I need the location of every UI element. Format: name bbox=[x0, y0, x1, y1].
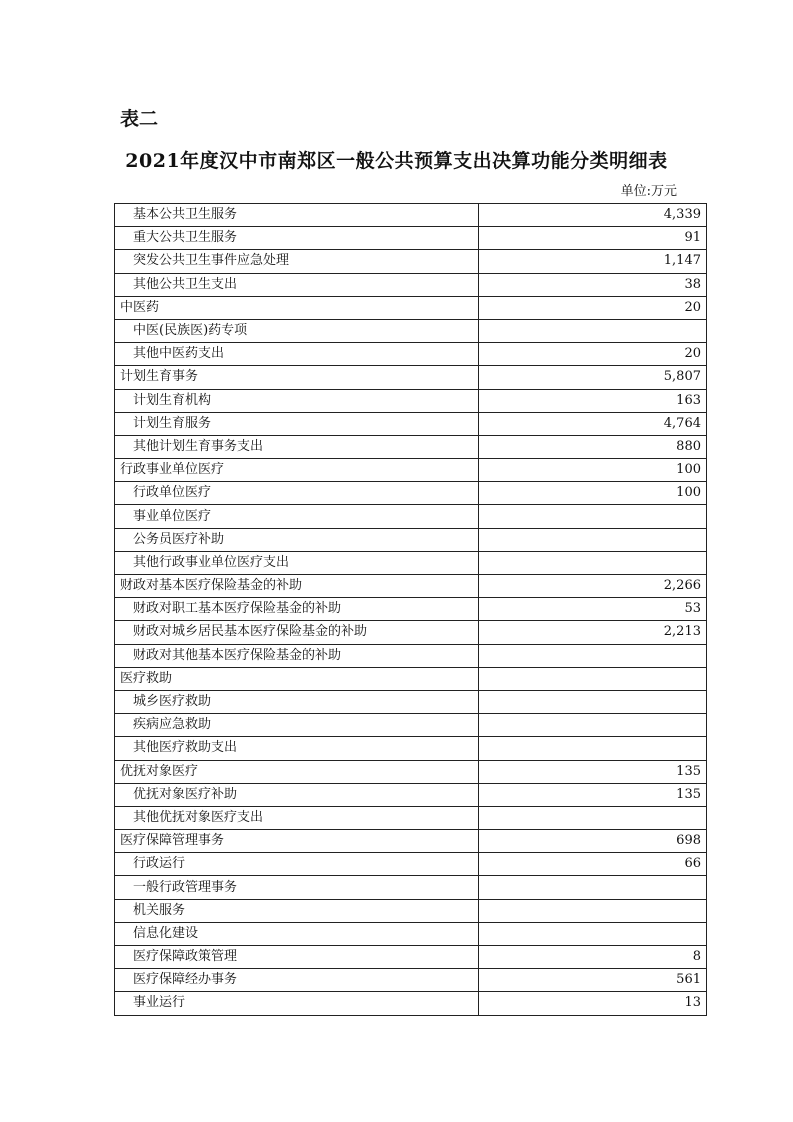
table-row bbox=[115, 899, 707, 922]
table-row bbox=[115, 435, 707, 458]
item-name-cell: 计划生育事务 bbox=[115, 366, 479, 389]
item-amount-cell bbox=[479, 922, 707, 945]
item-amount-cell: 2,266 bbox=[479, 575, 707, 598]
unit-label: 单位:万元 bbox=[620, 184, 677, 199]
table-row bbox=[115, 969, 707, 992]
item-amount-cell: 880 bbox=[479, 435, 707, 458]
table-row bbox=[115, 876, 707, 899]
item-name-cell: 机关服务 bbox=[115, 899, 479, 922]
table-row bbox=[115, 853, 707, 876]
item-amount-cell: 66 bbox=[479, 853, 707, 876]
item-amount-cell bbox=[479, 737, 707, 760]
item-amount-cell: 53 bbox=[479, 598, 707, 621]
item-amount-cell bbox=[479, 690, 707, 713]
table-row bbox=[115, 505, 707, 528]
table-row bbox=[115, 273, 707, 296]
item-amount-cell bbox=[479, 528, 707, 551]
item-amount-cell bbox=[479, 505, 707, 528]
expenditure-table bbox=[114, 203, 707, 1016]
item-amount-cell bbox=[479, 644, 707, 667]
table-row bbox=[115, 551, 707, 574]
item-amount-cell: 100 bbox=[479, 482, 707, 505]
table-row bbox=[115, 760, 707, 783]
item-amount-cell: 2,213 bbox=[479, 621, 707, 644]
item-name-cell: 中医(民族医)药专项 bbox=[115, 319, 479, 342]
item-amount-cell bbox=[479, 899, 707, 922]
table-row bbox=[115, 204, 707, 227]
item-name-cell: 一般行政管理事务 bbox=[115, 876, 479, 899]
item-amount-cell: 100 bbox=[479, 459, 707, 482]
table-row bbox=[115, 389, 707, 412]
table-row bbox=[115, 737, 707, 760]
table-row bbox=[115, 644, 707, 667]
item-name-cell: 财政对城乡居民基本医疗保险基金的补助 bbox=[115, 621, 479, 644]
item-name-cell: 城乡医疗救助 bbox=[115, 690, 479, 713]
item-amount-cell: 4,764 bbox=[479, 412, 707, 435]
table-row bbox=[115, 922, 707, 945]
item-name-cell: 疾病应急救助 bbox=[115, 714, 479, 737]
item-name-cell: 行政运行 bbox=[115, 853, 479, 876]
table-row bbox=[115, 667, 707, 690]
item-name-cell: 医疗保障经办事务 bbox=[115, 969, 479, 992]
table-row bbox=[115, 459, 707, 482]
item-name-cell: 公务员医疗补助 bbox=[115, 528, 479, 551]
item-name-cell: 信息化建设 bbox=[115, 922, 479, 945]
item-name-cell: 财政对职工基本医疗保险基金的补助 bbox=[115, 598, 479, 621]
table-row bbox=[115, 319, 707, 342]
item-amount-cell: 698 bbox=[479, 830, 707, 853]
item-name-cell: 突发公共卫生事件应急处理 bbox=[115, 250, 479, 273]
item-name-cell: 医疗救助 bbox=[115, 667, 479, 690]
item-amount-cell: 5,807 bbox=[479, 366, 707, 389]
item-amount-cell bbox=[479, 319, 707, 342]
item-name-cell: 其他计划生育事务支出 bbox=[115, 435, 479, 458]
item-name-cell: 其他中医药支出 bbox=[115, 343, 479, 366]
table-row bbox=[115, 806, 707, 829]
table-row bbox=[115, 598, 707, 621]
item-amount-cell: 38 bbox=[479, 273, 707, 296]
item-name-cell: 中医药 bbox=[115, 296, 479, 319]
table-label: 表二 bbox=[120, 108, 159, 130]
table-row bbox=[115, 250, 707, 273]
item-amount-cell: 4,339 bbox=[479, 204, 707, 227]
table-row bbox=[115, 528, 707, 551]
item-amount-cell bbox=[479, 876, 707, 899]
item-name-cell: 财政对其他基本医疗保险基金的补助 bbox=[115, 644, 479, 667]
table-row bbox=[115, 621, 707, 644]
table-row bbox=[115, 690, 707, 713]
table-row bbox=[115, 714, 707, 737]
item-amount-cell: 20 bbox=[479, 343, 707, 366]
table-row bbox=[115, 366, 707, 389]
table-row bbox=[115, 296, 707, 319]
item-amount-cell: 1,147 bbox=[479, 250, 707, 273]
item-amount-cell bbox=[479, 667, 707, 690]
item-amount-cell: 20 bbox=[479, 296, 707, 319]
item-name-cell: 财政对基本医疗保险基金的补助 bbox=[115, 575, 479, 598]
table-row bbox=[115, 575, 707, 598]
table-row bbox=[115, 343, 707, 366]
item-name-cell: 重大公共卫生服务 bbox=[115, 227, 479, 250]
item-amount-cell: 13 bbox=[479, 992, 707, 1015]
item-name-cell: 行政单位医疗 bbox=[115, 482, 479, 505]
item-name-cell: 医疗保障管理事务 bbox=[115, 830, 479, 853]
table-row bbox=[115, 992, 707, 1015]
document-title: 2021年度汉中市南郑区一般公共预算支出决算功能分类明细表 bbox=[125, 150, 668, 172]
item-amount-cell: 91 bbox=[479, 227, 707, 250]
item-name-cell: 事业运行 bbox=[115, 992, 479, 1015]
table-row bbox=[115, 830, 707, 853]
item-name-cell: 计划生育服务 bbox=[115, 412, 479, 435]
item-amount-cell: 135 bbox=[479, 760, 707, 783]
item-amount-cell: 163 bbox=[479, 389, 707, 412]
item-name-cell: 其他行政事业单位医疗支出 bbox=[115, 551, 479, 574]
item-name-cell: 优抚对象医疗 bbox=[115, 760, 479, 783]
item-name-cell: 其他医疗救助支出 bbox=[115, 737, 479, 760]
table-row bbox=[115, 227, 707, 250]
table-row bbox=[115, 946, 707, 969]
item-name-cell: 行政事业单位医疗 bbox=[115, 459, 479, 482]
item-name-cell: 医疗保障政策管理 bbox=[115, 946, 479, 969]
item-name-cell: 其他公共卫生支出 bbox=[115, 273, 479, 296]
item-amount-cell: 561 bbox=[479, 969, 707, 992]
item-name-cell: 事业单位医疗 bbox=[115, 505, 479, 528]
item-amount-cell: 8 bbox=[479, 946, 707, 969]
table-row bbox=[115, 412, 707, 435]
table-row bbox=[115, 783, 707, 806]
item-name-cell: 基本公共卫生服务 bbox=[115, 204, 479, 227]
item-amount-cell bbox=[479, 714, 707, 737]
item-name-cell: 计划生育机构 bbox=[115, 389, 479, 412]
expenditure-table-body bbox=[115, 204, 707, 1016]
item-amount-cell bbox=[479, 806, 707, 829]
item-name-cell: 优抚对象医疗补助 bbox=[115, 783, 479, 806]
item-amount-cell bbox=[479, 551, 707, 574]
item-name-cell: 其他优抚对象医疗支出 bbox=[115, 806, 479, 829]
item-amount-cell: 135 bbox=[479, 783, 707, 806]
table-row bbox=[115, 482, 707, 505]
